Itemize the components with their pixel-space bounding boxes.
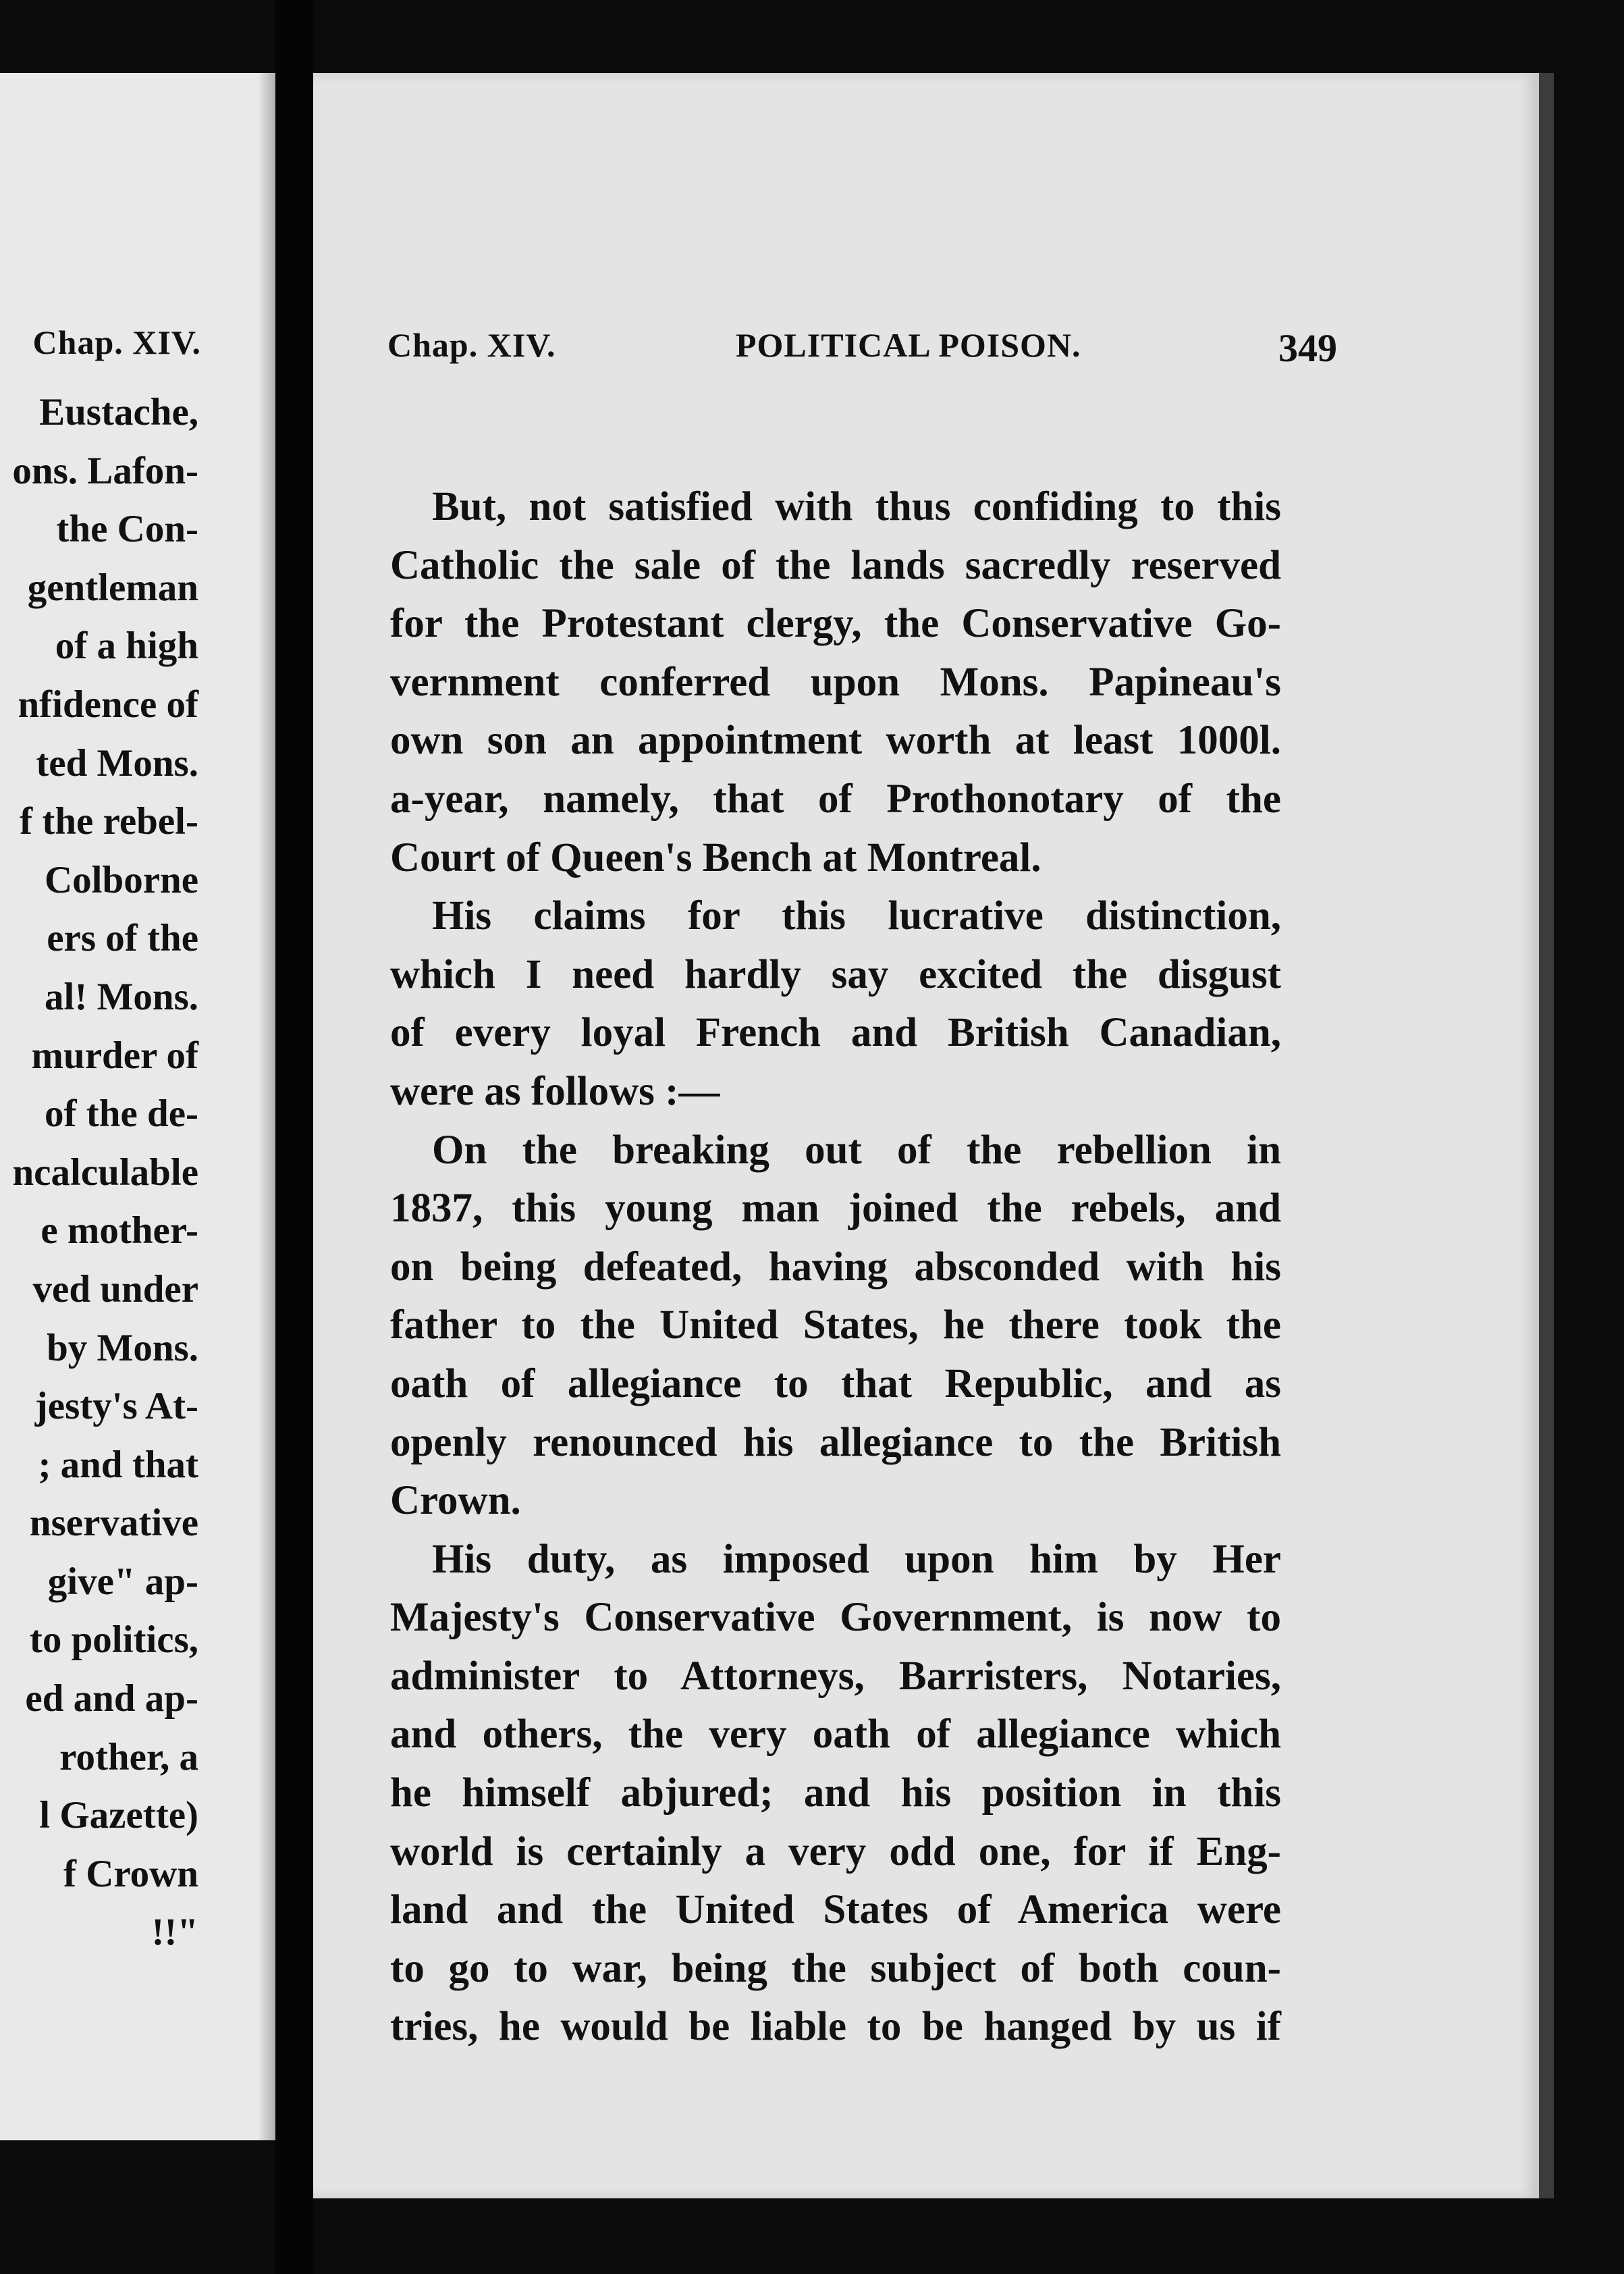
left-line: the Con- [56, 508, 198, 551]
text-line: on being defeated, having absconded with his [390, 1244, 1281, 1290]
left-line: of a high [55, 625, 198, 668]
text-line: His duty, as imposed upon him by Her [432, 1536, 1281, 1582]
text-line: he himself abjured; and his position in this [390, 1770, 1281, 1816]
text-line: vernment conferred upon Mons. Papineau's [390, 659, 1281, 705]
left-line: ed and ap- [25, 1677, 198, 1720]
left-line: ncalculable [12, 1151, 198, 1194]
text-line: administer to Attorneys, Barristers, Notaries, [390, 1653, 1281, 1699]
text-line: Catholic the sale of the lands sacredly reserved [390, 542, 1281, 588]
text-line: which I need hardly say excited the disgust [390, 951, 1281, 997]
left-line: to politics, [29, 1618, 198, 1662]
left-line: ons. Lafon- [12, 449, 198, 492]
text-line: His claims for this lucrative distinction, [432, 893, 1281, 939]
left-page-shadow [258, 73, 275, 2140]
running-title: POLITICAL POISON. [736, 326, 1081, 364]
left-line: give" ap- [47, 1560, 198, 1603]
text-line: to go to war, being the subject of both coun- [390, 1945, 1281, 1991]
left-line: e mother- [40, 1209, 198, 1252]
left-line: of the de- [45, 1092, 198, 1136]
chapter-label: Chap. XIV. [387, 326, 556, 364]
text-line: 1837, this young man joined the rebels, and [390, 1186, 1281, 1232]
left-line: f the rebel- [20, 800, 198, 843]
text-line: On the breaking out of the rebellion in [432, 1127, 1281, 1173]
left-page-header: Chap. XIV. [32, 323, 201, 361]
left-line: jesty's At- [34, 1385, 198, 1428]
running-header [387, 325, 1588, 373]
text-line: Crown. [390, 1478, 521, 1524]
text-line: Majesty's Conservative Government, is now to [390, 1595, 1281, 1641]
text-line: of every loyal French and British Canadian, [390, 1010, 1281, 1056]
left-line: nservative [29, 1502, 198, 1545]
left-line: murder of [31, 1034, 198, 1077]
left-line: al! Mons. [45, 975, 198, 1018]
text-line: tries, he would be liable to be hanged by us if [390, 2004, 1281, 2050]
left-page-text [0, 384, 198, 1962]
text-line: openly renounced his allegiance to the British [390, 1419, 1281, 1465]
text-line: were as follows :— [390, 1068, 720, 1114]
left-line: !!" [151, 1911, 198, 1954]
text-line: land and the United States of America were [390, 1887, 1281, 1933]
text-line: Court of Queen's Bench at Montreal. [390, 835, 1041, 880]
left-line: ved under [32, 1267, 198, 1311]
left-line: ted Mons. [36, 741, 198, 785]
left-line: Eustache, [39, 391, 198, 433]
left-line: Colborne [45, 858, 198, 901]
book-gutter [275, 0, 313, 2274]
left-line: nfidence of [18, 683, 198, 726]
text-line: But, not satisfied with thus confiding to this [432, 484, 1281, 529]
text-line: for the Protestant clergy, the Conservative Go- [390, 601, 1281, 647]
left-page [0, 73, 275, 2140]
left-line: ers of the [47, 917, 198, 960]
page-number: 349 [1278, 326, 1337, 370]
left-line: gentleman [27, 566, 198, 609]
text-line: and others, the very oath of allegiance which [390, 1712, 1281, 1757]
left-line: rother, a [59, 1735, 198, 1778]
body-text [390, 478, 1281, 2057]
text-line: world is certainly a very odd one, for if Eng- [390, 1828, 1281, 1874]
text-line: own son an appointment worth at least 1000l. [390, 718, 1281, 764]
text-line: a-year, namely, that of Prothonotary of the [390, 776, 1281, 822]
left-line: f Crown [63, 1852, 198, 1895]
page-edge [1539, 73, 1554, 2198]
text-line: oath of allegiance to that Republic, and as [390, 1360, 1281, 1406]
left-line: ; and that [38, 1443, 198, 1486]
left-line: l Gazette) [39, 1794, 198, 1837]
right-page [313, 73, 1539, 2198]
text-line: father to the United States, he there took the [390, 1302, 1281, 1348]
left-line: by Mons. [47, 1326, 198, 1369]
